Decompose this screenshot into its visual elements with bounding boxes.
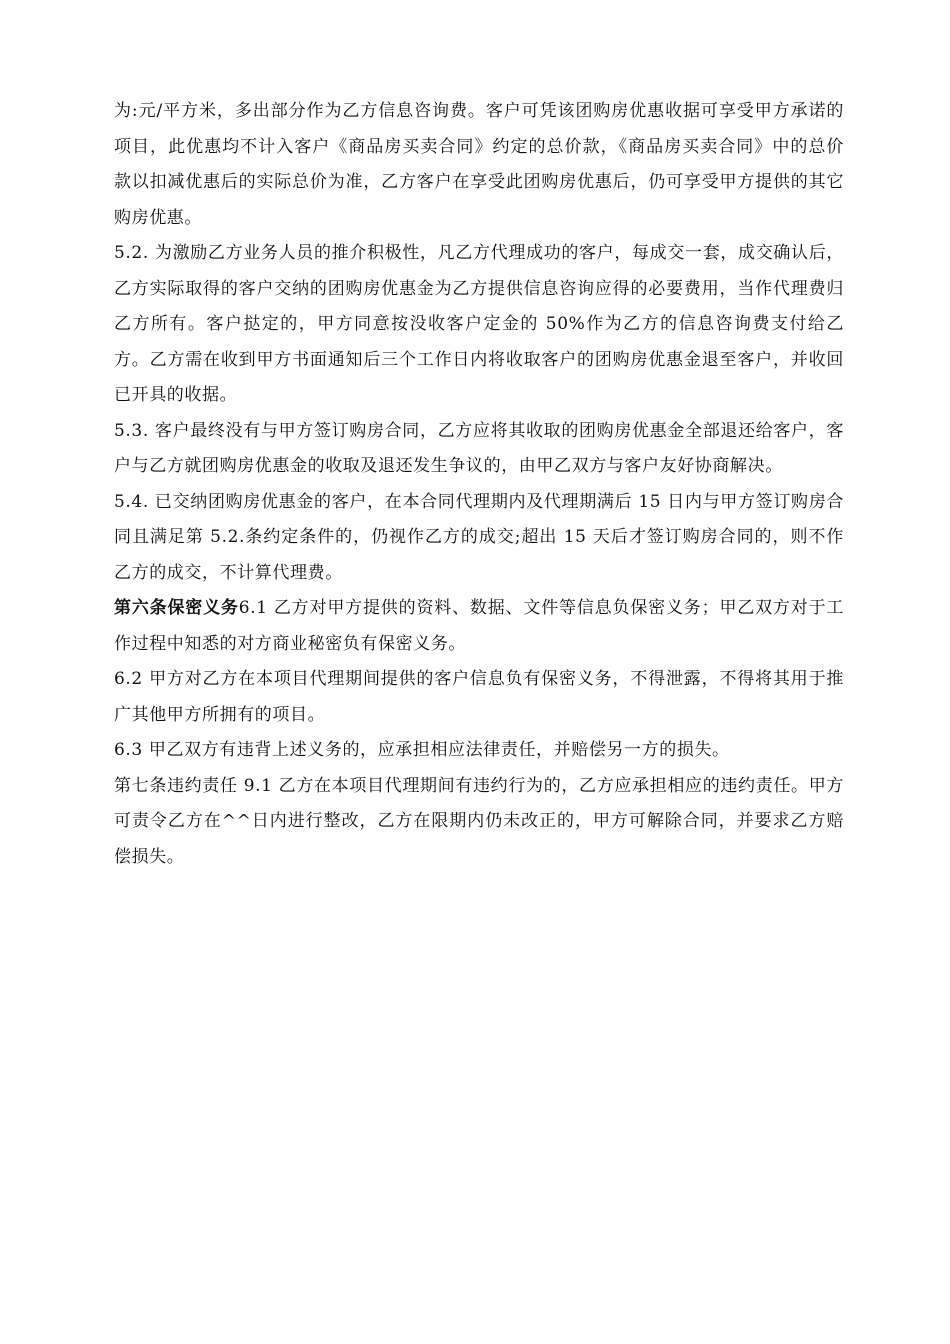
clause-5-3: 5.3. 客户最终没有与甲方签订购房合同，乙方应将其收取的团购房优惠金全部退还给客户，客户与乙方就团购房优惠金的收取及退还发生争议的，由甲乙双方与客户友好协商解决。 — [114, 420, 844, 476]
clause-6-1 — [114, 591, 844, 662]
article-7-clause-9-1: 第七条违约责任 9.1 乙方在本项目代理期间有违约行为的，乙方应承担相应的违约责任。甲方可责令乙方在^^日内进行整改，乙方在限期内仍未改正的，甲方可解除合同，并要求乙方赔偿损失。 — [114, 775, 844, 867]
article-6-heading: 第六条保密义务 — [114, 598, 239, 618]
clause-5-4: 5.4. 已交纳团购房优惠金的客户，在本合同代理期内及代理期满后 15 日内与甲方签订购房合同且满足第 5.2.条约定条件的，仍视作乙方的成交;超出 15 天后才签订购房合同的，则不作乙方的成交，不计算代理费。 — [114, 491, 844, 583]
paragraph-pricing-note: 为:元/平方米，多出部分作为乙方信息咨询费。客户可凭该团购房优惠收据可享受甲方承诺的项目，此优惠均不计入客户《商品房买卖合同》约定的总价款，《商品房买卖合同》中的总价款以扣减优惠后的实际总价为准，乙方客户在享受此团购房优惠后，仍可享受甲方提供的其它购房优惠。 — [114, 101, 844, 228]
clause-6-2: 6.2 甲方对乙方在本项目代理期间提供的客户信息负有保密义务，不得泄露，不得将其用于推广其他甲方所拥有的项目。 — [114, 669, 844, 725]
clause-6-3: 6.3 甲乙双方有违背上述义务的，应承担相应法律责任，并赔偿另一方的损失。 — [114, 740, 730, 760]
clause-6-1-body: 6.1 乙方对甲方提供的资料、数据、文件等信息负保密义务；甲乙双方对于工作过程中知悉的对方商业秘密负有保密义务。 — [114, 598, 844, 654]
clause-5-2: 5.2. 为激励乙方业务人员的推介积极性，凡乙方代理成功的客户，每成交一套，成交确认后，乙方实际取得的客户交纳的团购房优惠金为乙方提供信息咨询应得的必要费用，当作代理费归乙方所有。客户挞定的，甲方同意按没收客户定金的 50%作为乙方的信息咨询费支付给乙方。乙方需在收到甲方书面通知后三个工作日内将收取客户的团购房优惠金退至客户，并收回已开具的收据。 — [114, 243, 844, 405]
document-page — [114, 94, 844, 875]
